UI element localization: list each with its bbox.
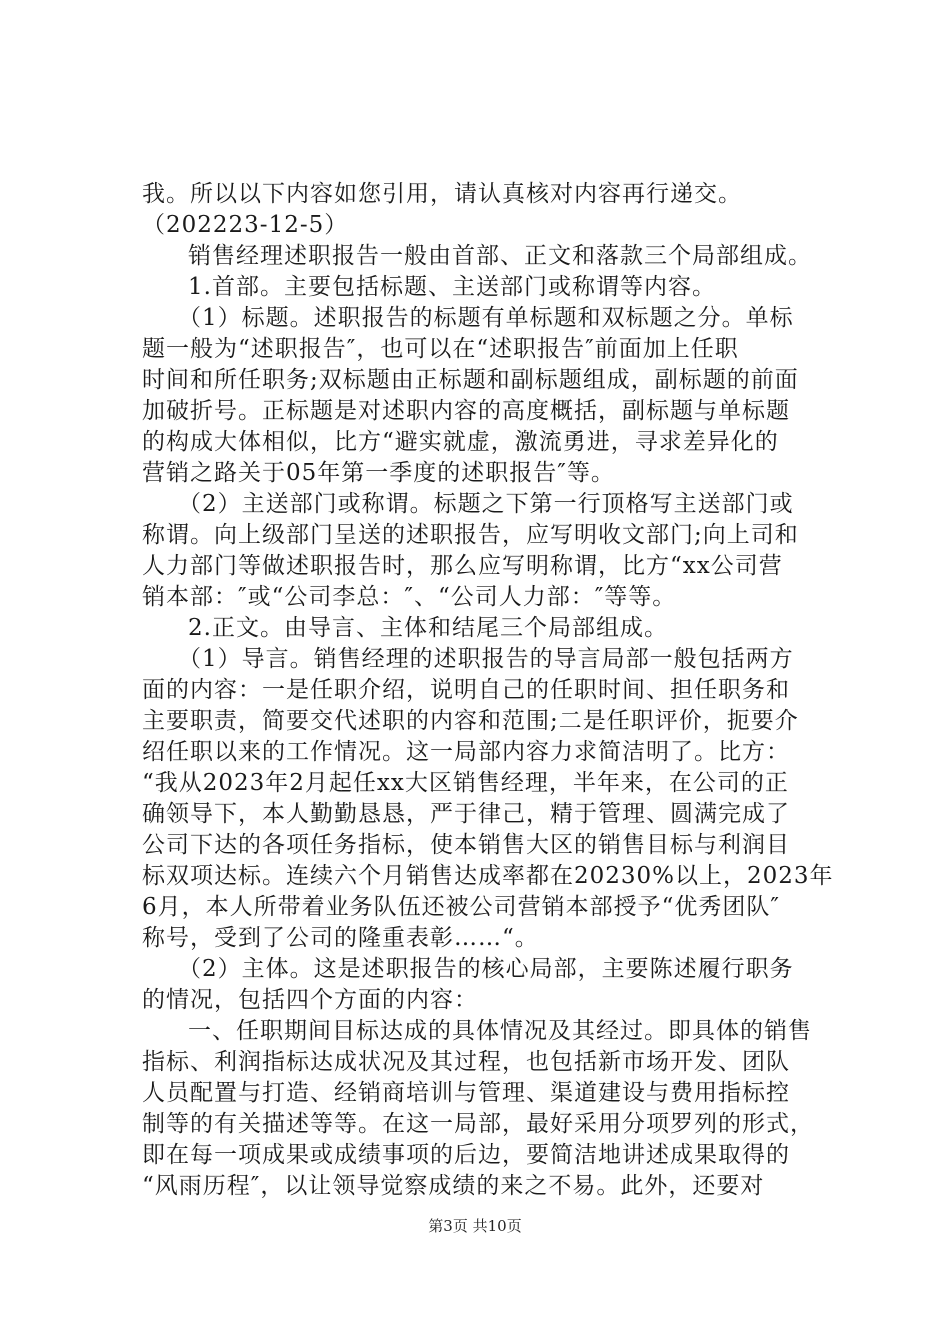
- body-line: “风雨历程″，以让领导觉察成绩的来之不易。此外，还要对: [142, 1173, 765, 1199]
- body-line: 公司下达的各项任务指标，使本销售大区的销售目标与利润目: [142, 832, 790, 858]
- body-line: （1）导言。销售经理的述职报告的导言局部一般包括两方: [178, 646, 794, 672]
- body-line: 即在每一项成果或成绩事项的后边，要简洁地讲述成果取得的: [142, 1142, 790, 1168]
- body-line: 绍任职以来的工作情况。这一局部内容力求简洁明了。比方：: [142, 739, 790, 765]
- body-line: 标双项达标。连续六个月销售达成率都在20230%以上，2023年: [142, 863, 834, 889]
- body-line: 销本部：″或“公司李总：″、“公司人力部：″等等。: [142, 584, 677, 610]
- body-line: 题一般为“述职报告″，也可以在“述职报告″前面加上任职: [142, 336, 739, 362]
- body-line: （2）主体。这是述职报告的核心局部，主要陈述履行职务: [178, 956, 794, 982]
- body-line: 指标、利润指标达成状况及其过程，也包括新市场开发、团队: [142, 1049, 790, 1075]
- body-line: 制等的有关描述等等。在这一局部，最好采用分项罗列的形式，: [142, 1111, 814, 1137]
- body-line: 称谓。向上级部门呈送的述职报告，应写明收文部门;向上司和: [142, 522, 799, 548]
- page-number-footer: 第3页 共10页: [428, 1217, 522, 1235]
- body-line: 我。所以以下内容如您引用，请认真核对内容再行递交。: [142, 181, 742, 207]
- body-line: 6月，本人所带着业务队伍还被公司营销本部授予“优秀团队″: [142, 894, 780, 920]
- body-line: 一、任职期间目标达成的具体情况及其经过。即具体的销售: [188, 1018, 812, 1044]
- body-line: （2）主送部门或称谓。标题之下第一行顶格写主送部门或: [178, 491, 794, 517]
- body-line: 1.首部。主要包括标题、主送部门或称谓等内容。: [188, 274, 716, 300]
- body-line: 称号，受到了公司的隆重表彰……“。: [142, 925, 539, 951]
- body-line: 的情况，包括四个方面的内容：: [142, 987, 478, 1013]
- body-line: 人员配置与打造、经销商培训与管理、渠道建设与费用指标控: [142, 1080, 790, 1106]
- body-line: 2.正文。由导言、主体和结尾三个局部组成。: [188, 615, 668, 641]
- body-line: 面的内容：一是任职介绍，说明自己的任职时间、担任职务和: [142, 677, 790, 703]
- body-line: 营销之路关于05年第一季度的述职报告″等。: [142, 460, 615, 486]
- body-line: 的构成大体相似，比方“避实就虚，激流勇进，寻求差异化的: [142, 429, 779, 455]
- body-line: 人力部门等做述职报告时，那么应写明称谓，比方“xx公司营: [142, 553, 783, 579]
- body-line: “我从2023年2月起任xx大区销售经理，半年来，在公司的正: [142, 770, 789, 796]
- body-line: （1）标题。述职报告的标题有单标题和双标题之分。单标: [178, 305, 794, 331]
- body-line: 加破折号。正标题是对述职内容的高度概括，副标题与单标题: [142, 398, 790, 424]
- body-line: 销售经理述职报告一般由首部、正文和落款三个局部组成。: [188, 243, 812, 269]
- body-line: 确领导下，本人勤勤恳恳，严于律己，精于管理、圆满完成了: [142, 801, 790, 827]
- body-line: 主要职责，简要交代述职的内容和范围;二是任职评价，扼要介: [142, 708, 799, 734]
- body-line: 时间和所任职务;双标题由正标题和副标题组成，副标题的前面: [142, 367, 799, 393]
- body-line: （202223-12-5）: [142, 212, 349, 238]
